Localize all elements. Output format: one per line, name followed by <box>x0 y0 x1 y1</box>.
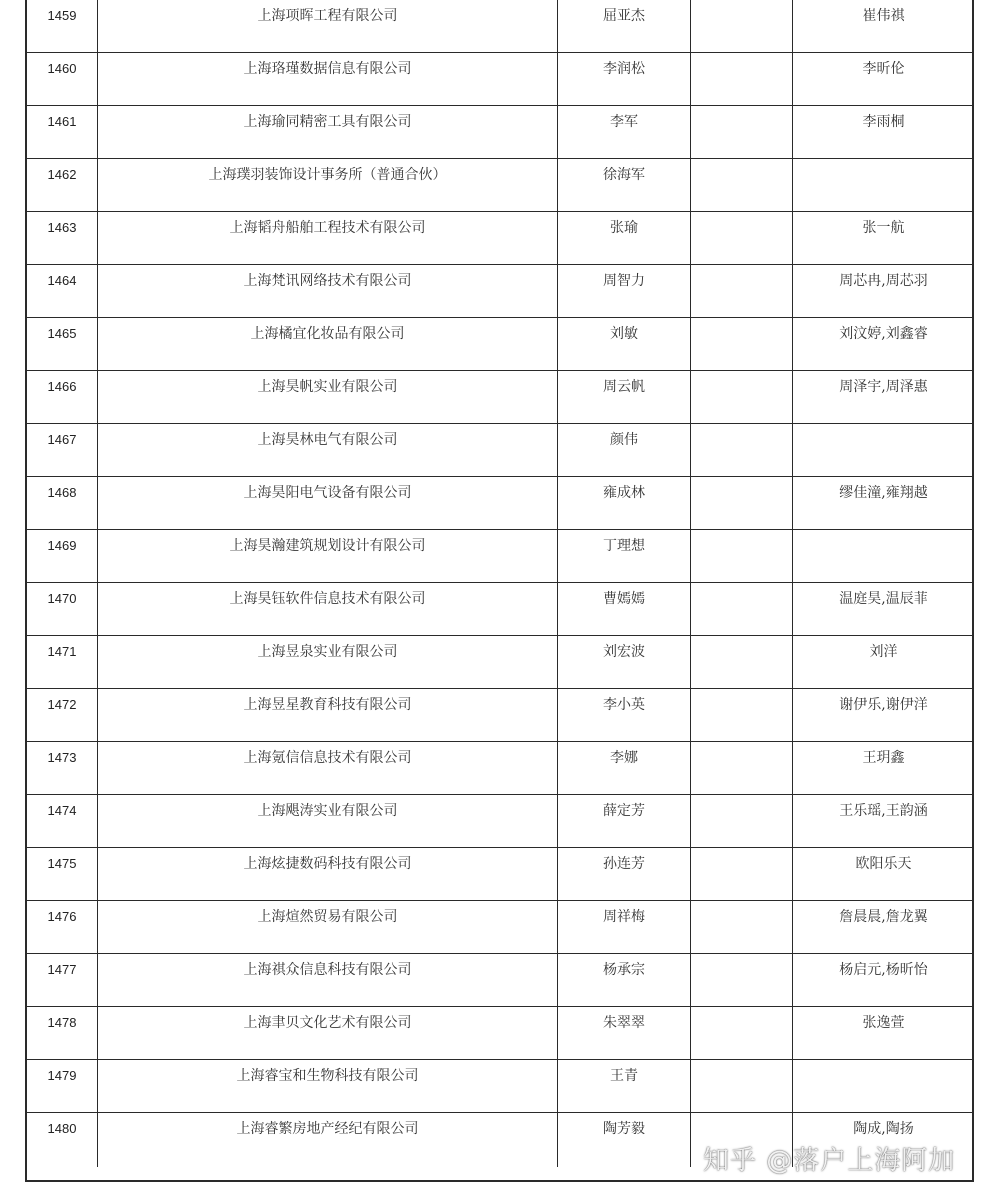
row-number: 1462 <box>47 167 77 182</box>
relatives-names: 张一航 <box>792 212 974 264</box>
row-number: 1475 <box>47 856 77 871</box>
table-row <box>27 318 972 371</box>
row-number: 1479 <box>47 1068 77 1083</box>
table-row <box>27 424 972 477</box>
row-number: 1461 <box>47 114 77 129</box>
relatives-names: 詹晨晨,詹龙翼 <box>792 901 974 953</box>
table-row <box>27 954 972 1007</box>
row-number: 1474 <box>47 803 77 818</box>
table-row <box>27 477 972 530</box>
table-row <box>27 795 972 848</box>
table-row <box>27 742 972 795</box>
company-name: 上海昊帆实业有限公司 <box>97 371 557 423</box>
person-name: 王青 <box>557 1060 690 1112</box>
blank-cell <box>690 1007 792 1059</box>
relatives-names: 李昕伦 <box>792 53 974 105</box>
company-name: 上海瑜同精密工具有限公司 <box>97 106 557 158</box>
blank-cell <box>690 583 792 635</box>
row-number: 1469 <box>47 538 77 553</box>
table-row <box>27 901 972 954</box>
relatives-names: 缪佳潼,雍翔越 <box>792 477 974 529</box>
relatives-names: 欧阳乐天 <box>792 848 974 900</box>
relatives-names: 陶成,陶扬 <box>792 1113 974 1167</box>
relatives-names: 谢伊乐,谢伊洋 <box>792 689 974 741</box>
blank-cell <box>690 53 792 105</box>
table-row <box>27 1060 972 1113</box>
table-row <box>27 159 972 212</box>
company-name: 上海项晖工程有限公司 <box>97 0 557 52</box>
person-name: 李军 <box>557 106 690 158</box>
company-name: 上海睿宝和生物科技有限公司 <box>97 1060 557 1112</box>
relatives-names: 杨启元,杨昕怡 <box>792 954 974 1006</box>
table-row <box>27 212 972 265</box>
blank-cell <box>690 424 792 476</box>
table-row <box>27 530 972 583</box>
relatives-names: 周芯冉,周芯羽 <box>792 265 974 317</box>
person-name: 李润松 <box>557 53 690 105</box>
blank-cell <box>690 212 792 264</box>
blank-cell <box>690 477 792 529</box>
row-number: 1465 <box>47 326 77 341</box>
row-number: 1477 <box>47 962 77 977</box>
person-name: 孙连芳 <box>557 848 690 900</box>
relatives-names: 王乐瑶,王韵涵 <box>792 795 974 847</box>
blank-cell <box>690 795 792 847</box>
company-name: 上海昊钰软件信息技术有限公司 <box>97 583 557 635</box>
table-row <box>27 636 972 689</box>
row-number: 1476 <box>47 909 77 924</box>
blank-cell <box>690 318 792 370</box>
row-number: 1460 <box>47 61 77 76</box>
relatives-names <box>792 424 974 476</box>
row-number: 1463 <box>47 220 77 235</box>
person-name: 陶芳毅 <box>557 1113 690 1167</box>
table-row <box>27 848 972 901</box>
relatives-names <box>792 530 974 582</box>
company-name: 上海珞瑾数据信息有限公司 <box>97 53 557 105</box>
blank-cell <box>690 689 792 741</box>
company-name: 上海飓涛实业有限公司 <box>97 795 557 847</box>
company-name: 上海炫捷数码科技有限公司 <box>97 848 557 900</box>
row-number: 1466 <box>47 379 77 394</box>
person-name: 丁理想 <box>557 530 690 582</box>
table-row <box>27 1007 972 1060</box>
person-name: 曹嫣嫣 <box>557 583 690 635</box>
person-name: 周智力 <box>557 265 690 317</box>
blank-cell <box>690 0 792 52</box>
company-name: 上海昊阳电气设备有限公司 <box>97 477 557 529</box>
company-name: 上海璞羽装饰设计事务所（普通合伙） <box>97 159 557 211</box>
table-row <box>27 265 972 318</box>
person-name: 屈亚杰 <box>557 0 690 52</box>
company-name: 上海橘宜化妆品有限公司 <box>97 318 557 370</box>
company-name: 上海韬舟船舶工程技术有限公司 <box>97 212 557 264</box>
relatives-names: 崔伟祺 <box>792 0 974 52</box>
row-number: 1471 <box>47 644 77 659</box>
row-number: 1470 <box>47 591 77 606</box>
row-number: 1464 <box>47 273 77 288</box>
person-name: 刘敏 <box>557 318 690 370</box>
blank-cell <box>690 742 792 794</box>
relatives-names: 刘洋 <box>792 636 974 688</box>
table-row <box>27 689 972 742</box>
blank-cell <box>690 954 792 1006</box>
table-row <box>27 0 972 53</box>
company-name: 上海昊瀚建筑规划设计有限公司 <box>97 530 557 582</box>
blank-cell <box>690 371 792 423</box>
relatives-names <box>792 159 974 211</box>
company-name: 上海聿贝文化艺术有限公司 <box>97 1007 557 1059</box>
table-row <box>27 53 972 106</box>
person-name: 李小英 <box>557 689 690 741</box>
person-name: 朱翠翠 <box>557 1007 690 1059</box>
company-name: 上海昊林电气有限公司 <box>97 424 557 476</box>
blank-cell <box>690 636 792 688</box>
blank-cell <box>690 848 792 900</box>
person-name: 张瑜 <box>557 212 690 264</box>
relatives-names: 王玥鑫 <box>792 742 974 794</box>
person-name: 刘宏波 <box>557 636 690 688</box>
relatives-names: 刘汶婷,刘鑫睿 <box>792 318 974 370</box>
company-name: 上海昱星教育科技有限公司 <box>97 689 557 741</box>
company-name: 上海氪信信息技术有限公司 <box>97 742 557 794</box>
company-name: 上海昱泉实业有限公司 <box>97 636 557 688</box>
company-name: 上海煊然贸易有限公司 <box>97 901 557 953</box>
table-row <box>27 106 972 159</box>
blank-cell <box>690 530 792 582</box>
relatives-names <box>792 1060 974 1112</box>
watermark: 知乎 @落户上海阿加 <box>703 1146 956 1176</box>
blank-cell <box>690 265 792 317</box>
row-number: 1468 <box>47 485 77 500</box>
row-number: 1478 <box>47 1015 77 1030</box>
table-row <box>27 371 972 424</box>
person-name: 杨承宗 <box>557 954 690 1006</box>
relatives-names: 李雨桐 <box>792 106 974 158</box>
row-number: 1459 <box>47 8 77 23</box>
table-row <box>27 583 972 636</box>
relatives-names: 张逸萱 <box>792 1007 974 1059</box>
row-number: 1467 <box>47 432 77 447</box>
row-number: 1473 <box>47 750 77 765</box>
record-table <box>25 0 974 1182</box>
blank-cell <box>690 106 792 158</box>
blank-cell <box>690 901 792 953</box>
person-name: 李娜 <box>557 742 690 794</box>
person-name: 雍成林 <box>557 477 690 529</box>
relatives-names: 温庭昊,温辰菲 <box>792 583 974 635</box>
person-name: 薛定芳 <box>557 795 690 847</box>
person-name: 周云帆 <box>557 371 690 423</box>
row-number: 1480 <box>47 1121 77 1136</box>
blank-cell <box>690 159 792 211</box>
relatives-names: 周泽宇,周泽惠 <box>792 371 974 423</box>
blank-cell <box>690 1060 792 1112</box>
company-name: 上海梵讯网络技术有限公司 <box>97 265 557 317</box>
row-number: 1472 <box>47 697 77 712</box>
person-name: 颜伟 <box>557 424 690 476</box>
person-name: 徐海军 <box>557 159 690 211</box>
company-name: 上海祺众信息科技有限公司 <box>97 954 557 1006</box>
person-name: 周祥梅 <box>557 901 690 953</box>
company-name: 上海睿繁房地产经纪有限公司 <box>97 1113 557 1167</box>
